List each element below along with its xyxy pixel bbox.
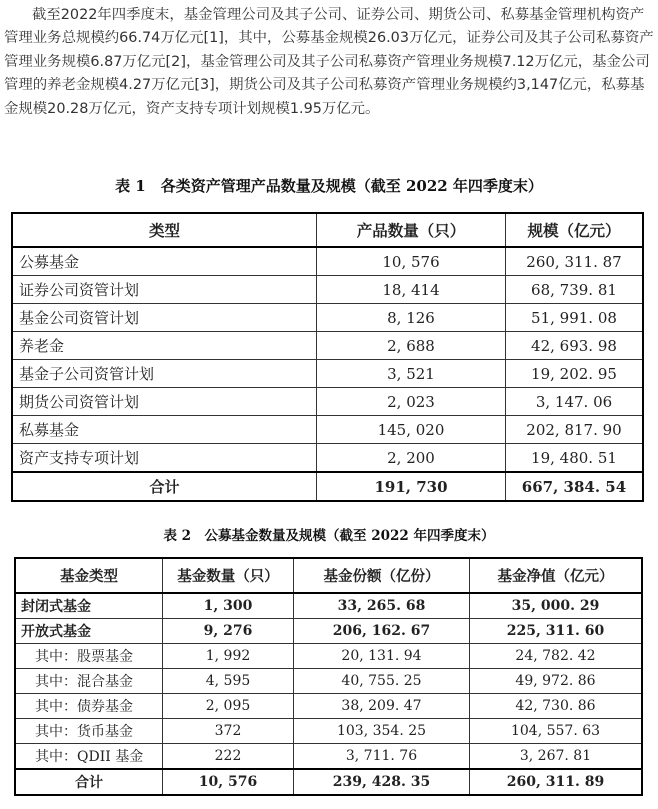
table-cell: 2, 200 <box>317 444 506 473</box>
table-cell: 证券公司资管计划 <box>12 276 317 304</box>
table-cell: 4, 595 <box>163 669 294 694</box>
table-cell: 基金公司资管计划 <box>12 304 317 332</box>
table-cell: 开放式基金 <box>15 619 163 644</box>
table-cell: 51, 991. 08 <box>506 304 644 332</box>
table-header-row <box>15 558 642 593</box>
column-header: 规模（亿元） <box>506 213 644 247</box>
table-cell: 养老金 <box>12 332 317 360</box>
table-row <box>15 619 642 644</box>
table-cell: 期货公司资管计划 <box>12 388 317 416</box>
table-cell: 206, 162. 67 <box>294 619 470 644</box>
table-row <box>15 719 642 744</box>
table-cell: 145, 020 <box>317 416 506 444</box>
table-cell: 18, 414 <box>317 276 506 304</box>
table-cell: 68, 739. 81 <box>506 276 644 304</box>
table-cell: 合计 <box>12 472 317 501</box>
table-cell: 260, 311. 87 <box>506 247 644 276</box>
table-row <box>12 416 643 444</box>
table-row <box>15 744 642 770</box>
table-cell: 20, 131. 94 <box>294 644 470 669</box>
table-cell: 其中：债券基金 <box>15 694 163 719</box>
table-cell: 2, 095 <box>163 694 294 719</box>
table-cell: 2, 023 <box>317 388 506 416</box>
table-cell: 222 <box>163 744 294 770</box>
table-cell: 合计 <box>15 769 163 795</box>
table-row <box>12 444 643 473</box>
table1-caption: 表 1 各类资产管理产品数量及规模（截至 2022 年四季度末） <box>115 177 543 195</box>
table-cell: 资产支持专项计划 <box>12 444 317 473</box>
column-header: 类型 <box>12 213 317 247</box>
asset-management-table <box>11 212 644 502</box>
table-cell: 1, 992 <box>163 644 294 669</box>
table-total-row <box>12 472 643 501</box>
table-cell: 42, 693. 98 <box>506 332 644 360</box>
table-cell: 2, 688 <box>317 332 506 360</box>
table-cell: 私募基金 <box>12 416 317 444</box>
table-cell: 9, 276 <box>163 619 294 644</box>
table-row <box>12 304 643 332</box>
table-row <box>15 694 642 719</box>
table-cell: 其中：QDII 基金 <box>15 744 163 770</box>
table-cell: 19, 202. 95 <box>506 360 644 388</box>
table-header-row <box>12 213 643 247</box>
table-cell: 基金子公司资管计划 <box>12 360 317 388</box>
table-cell: 103, 354. 25 <box>294 719 470 744</box>
table-cell: 49, 972. 86 <box>470 669 643 694</box>
table-cell: 其中：混合基金 <box>15 669 163 694</box>
column-header: 基金数量（只） <box>163 558 294 593</box>
table-row <box>12 332 643 360</box>
column-header: 基金类型 <box>15 558 163 593</box>
column-header: 产品数量（只） <box>317 213 506 247</box>
table-cell: 其中：货币基金 <box>15 719 163 744</box>
table-cell: 19, 480. 51 <box>506 444 644 473</box>
table-cell: 10, 576 <box>163 769 294 795</box>
table-cell: 38, 209. 47 <box>294 694 470 719</box>
table-total-row <box>15 769 642 795</box>
table-cell: 8, 126 <box>317 304 506 332</box>
table-cell: 202, 817. 90 <box>506 416 644 444</box>
table-cell: 3, 147. 06 <box>506 388 644 416</box>
table-cell: 24, 782. 42 <box>470 644 643 669</box>
table2-caption: 表 2 公募基金数量及规模（截至 2022 年四季度末） <box>163 528 495 544</box>
table-cell: 公募基金 <box>12 247 317 276</box>
table-cell: 239, 428. 35 <box>294 769 470 795</box>
table-cell: 3, 711. 76 <box>294 744 470 770</box>
table-cell: 3, 521 <box>317 360 506 388</box>
table-cell: 372 <box>163 719 294 744</box>
public-fund-table <box>14 557 643 796</box>
table-row <box>15 593 642 619</box>
column-header: 基金净值（亿元） <box>470 558 643 593</box>
table-cell: 104, 557. 63 <box>470 719 643 744</box>
table-cell: 260, 311. 89 <box>470 769 643 795</box>
table-cell: 191, 730 <box>317 472 506 501</box>
table-cell: 封闭式基金 <box>15 593 163 619</box>
table-cell: 10, 576 <box>317 247 506 276</box>
table-cell: 40, 755. 25 <box>294 669 470 694</box>
table-cell: 35, 000. 29 <box>470 593 643 619</box>
body-paragraph: 截至2022年四季度末，基金管理公司及其子公司、证券公司、期货公司、私募基金管理机构资产管理业务总规模约66.74万亿元[1]，其中，公募基金规模26.03万亿元，证券公司及其子公司私募资产管理业务规模6.87万亿元[2]，基金管理公司及其子公司私募资产管理业务规模7.12万亿元，基金公司管理的养老金规模4.27万亿元[3]，期货公司及其子公司私募资产管理业务规模约3,147亿元，私募基金规模20.28万亿元，资产支持专项计划规模1.95万亿元。 <box>4 7 654 117</box>
table-row <box>12 276 643 304</box>
table-row <box>12 247 643 276</box>
table-row <box>12 388 643 416</box>
table-row <box>15 669 642 694</box>
table-cell: 667, 384. 54 <box>506 472 644 501</box>
table-row <box>15 644 642 669</box>
table-cell: 3, 267. 81 <box>470 744 643 770</box>
table-cell: 其中：股票基金 <box>15 644 163 669</box>
table-cell: 225, 311. 60 <box>470 619 643 644</box>
table-cell: 1, 300 <box>163 593 294 619</box>
table-cell: 42, 730. 86 <box>470 694 643 719</box>
column-header: 基金份额（亿份） <box>294 558 470 593</box>
table-row <box>12 360 643 388</box>
table-cell: 33, 265. 68 <box>294 593 470 619</box>
